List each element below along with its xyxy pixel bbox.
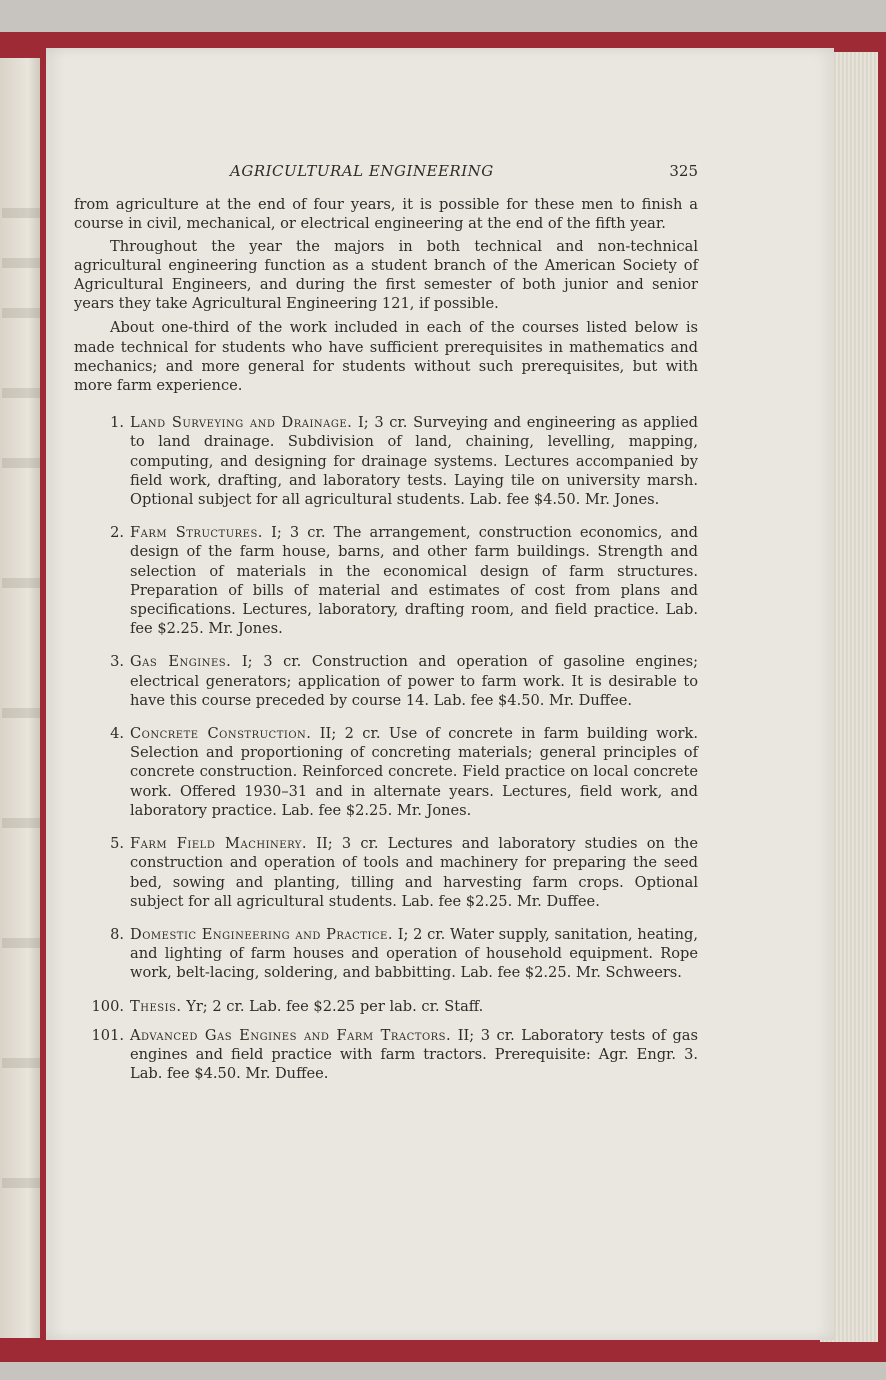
running-header (74, 162, 698, 181)
course-title: Concrete Construction. (130, 725, 312, 743)
course-number: 5. (110, 835, 124, 853)
course-entry (74, 724, 698, 820)
course-number: 1. (110, 414, 124, 432)
course-description: II; 3 cr. Laboratory tests of gas engines and field practice with farm tractors. Prerequisite: Agr. Engr. 3. Lab. fee $4.50. Mr. Duffee. (130, 1026, 698, 1083)
course-number: 101. (91, 1026, 124, 1044)
course-entry (74, 997, 698, 1016)
course-title: Thesis. (130, 997, 182, 1015)
course-title: Land Surveying and Drainage. (130, 414, 353, 432)
course-title: Farm Field Machinery. (130, 835, 308, 853)
page-content (74, 162, 698, 1083)
course-title: Advanced Gas Engines and Farm Tractors. (130, 1026, 452, 1044)
facing-page-edge (0, 58, 40, 1338)
course-description: I; 2 cr. Water supply, sanitation, heating, and lighting of farm houses and operation of household equipment. Rope work, belt-lacing, soldering, and babbitting. Lab. fee $2.25. Mr. Schweers. (130, 925, 698, 982)
course-description: II; 2 cr. Use of concrete in farm building work. Selection and proportioning of concreting materials; general principles of concrete construction. Reinforced concrete. Field practice on local concrete work. Offered 1930–31 and in alternate years. Lectures, field work, and laboratory practice. Lab. fee $2.25. Mr. Jones. (130, 725, 698, 819)
course-description: Yr; 2 cr. Lab. fee $2.25 per lab. cr. Staff. (186, 997, 484, 1015)
course-entry (74, 1026, 698, 1084)
page-title: AGRICULTURAL ENGINEERING (230, 162, 494, 180)
course-title: Domestic Engineering and Practice. (130, 925, 393, 943)
course-entry (74, 834, 698, 911)
paragraph: from agriculture at the end of four years, it is possible for these men to finish a course in civil, mechanical, or electrical engineering at the end of the fifth year. (74, 196, 698, 233)
course-number: 3. (110, 653, 124, 671)
page-number: 325 (669, 162, 698, 180)
course-entry (74, 523, 698, 638)
course-description: I; 3 cr. The arrangement, construction economics, and design of the farm house, barns, and other farm buildings. Strength and selection of materials in the economical design of farm structures. Preparation of bills of material and estimates of cost from plans and specifications. Lectures, laboratory, drafting room, and field practice. Lab. fee $2.25. Mr. Jones. (130, 524, 699, 638)
course-number: 2. (110, 524, 124, 542)
course-number: 4. (110, 725, 124, 743)
course-title: Farm Structures. (130, 524, 263, 542)
paragraph: About one-third of the work included in each of the courses listed below is made technical for students who have sufficient prerequisites in mathematics and mechanics; and more general for students without such prerequisites, but with more farm experience. (74, 319, 698, 395)
course-entry (74, 652, 698, 710)
course-entry (74, 413, 698, 509)
course-description: II; 3 cr. Lectures and laboratory studies on the construction and operation of tools and machinery for preparing the seed bed, sowing and planting, tilling and harvesting farm crops. Optional subject for all agricultural students. Lab. fee $2.25. Mr. Duffee. (130, 835, 698, 910)
course-entry (74, 925, 698, 983)
course-description: I; 3 cr. Surveying and engineering as applied to land drainage. Subdivision of land, chaining, levelling, mapping, computing, and designing for drainage systems. Lectures accompanied by field work, drafting, and laboratory tests. Laying tile on university marsh. Optional subject for all agricultural students. Lab. fee $4.50. Mr. Jones. (130, 414, 699, 509)
course-number: 8. (110, 925, 124, 943)
course-number: 100. (91, 997, 124, 1015)
course-description: I; 3 cr. Construction and operation of gasoline engines; electrical generators; application of power to farm work. It is desirable to have this course preceded by course 14. Lab. fee $4.50. Mr. Duffee. (130, 653, 698, 709)
paragraph: Throughout the year the majors in both technical and non-technical agricultural engineering function as a student branch of the American Society of Agricultural Engineers, and during the first semester of both junior and senior years they take Agricultural Engineering 121, if possible. (74, 237, 698, 313)
course-title: Gas Engines. (130, 653, 232, 671)
